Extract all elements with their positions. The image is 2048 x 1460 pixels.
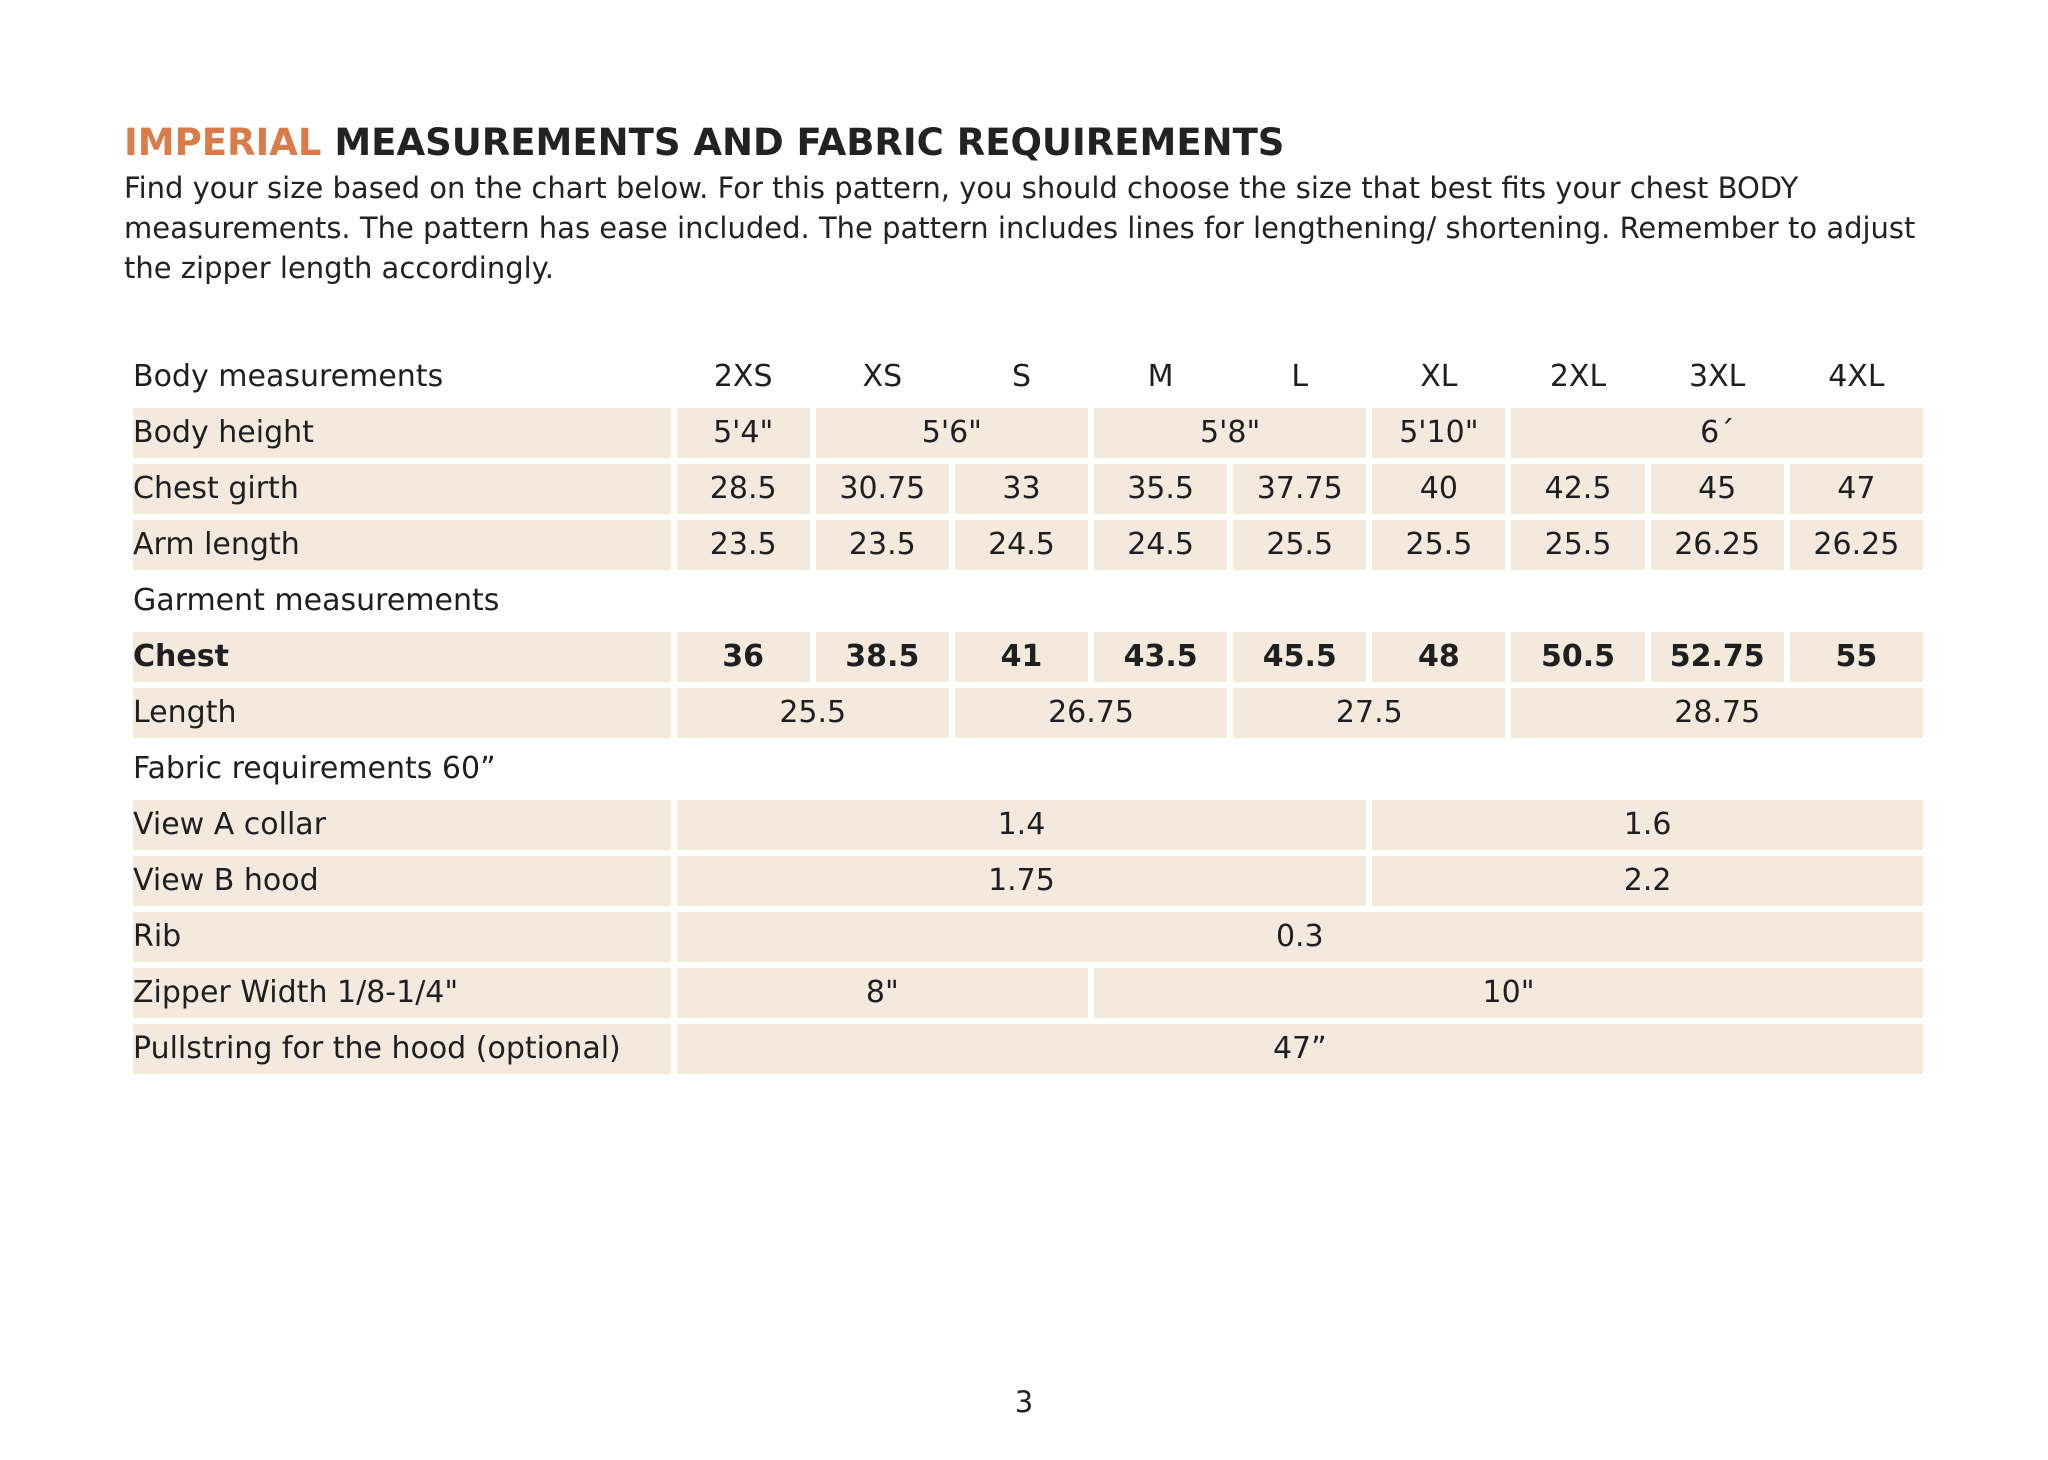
table-row xyxy=(133,520,1923,570)
table-row xyxy=(133,688,1923,738)
table-cell: 48 xyxy=(1372,632,1505,682)
table-cell: 45.5 xyxy=(1233,632,1366,682)
row-label: View B hood xyxy=(133,856,671,906)
table-cell: 35.5 xyxy=(1094,464,1227,514)
table-cell: 25.5 xyxy=(1511,520,1644,570)
table-cell: 0.3 xyxy=(677,912,1923,962)
size-header-2xs: 2XS xyxy=(713,359,773,394)
size-header-3xl: 3XL xyxy=(1688,359,1746,394)
row-label: Body height xyxy=(133,408,671,458)
table-cell: 25.5 xyxy=(677,688,949,738)
size-header-2xl: 2XL xyxy=(1549,359,1607,394)
size-header-l: L xyxy=(1291,359,1309,394)
garment-measurements-heading-row xyxy=(133,576,1923,626)
body-measurements-heading: Body measurements xyxy=(133,359,444,394)
row-label: Arm length xyxy=(133,520,671,570)
garment-measurements-heading: Garment measurements xyxy=(133,583,500,618)
table-cell: 37.75 xyxy=(1233,464,1366,514)
table-cell: 26.25 xyxy=(1651,520,1784,570)
table-cell: 10" xyxy=(1094,968,1923,1018)
row-label: View A collar xyxy=(133,800,671,850)
size-header-row xyxy=(133,352,1923,402)
table-row xyxy=(133,912,1923,962)
table-cell: 5'6" xyxy=(816,408,1088,458)
table-cell: 40 xyxy=(1372,464,1505,514)
fabric-requirements-heading-row xyxy=(133,744,1923,794)
size-chart-body xyxy=(133,352,1923,1074)
table-cell: 6´ xyxy=(1511,408,1923,458)
table-cell: 24.5 xyxy=(1094,520,1227,570)
section-spacer xyxy=(677,744,1923,794)
row-label: Zipper Width 1/8-1/4" xyxy=(133,968,671,1018)
table-row xyxy=(133,464,1923,514)
table-cell: 45 xyxy=(1651,464,1784,514)
table-cell: 30.75 xyxy=(816,464,949,514)
table-cell: 28.75 xyxy=(1511,688,1923,738)
row-label: Rib xyxy=(133,912,671,962)
table-cell: 28.5 xyxy=(677,464,810,514)
table-row xyxy=(133,408,1923,458)
table-cell: 2.2 xyxy=(1372,856,1923,906)
table-row xyxy=(133,632,1923,682)
table-row xyxy=(133,856,1923,906)
row-label: Chest xyxy=(133,632,671,682)
title-text: MEASUREMENTS AND FABRIC REQUIREMENTS xyxy=(334,121,1285,164)
table-row xyxy=(133,800,1923,850)
size-header-4xl: 4XL xyxy=(1828,359,1885,394)
table-cell: 41 xyxy=(955,632,1088,682)
table-cell: 47 xyxy=(1790,464,1923,514)
row-label: Pullstring for the hood (optional) xyxy=(133,1024,671,1074)
table-cell: 26.25 xyxy=(1790,520,1923,570)
table-cell: 5'10" xyxy=(1372,408,1505,458)
table-cell: 27.5 xyxy=(1233,688,1505,738)
table-cell: 5'4" xyxy=(677,408,810,458)
table-cell: 25.5 xyxy=(1233,520,1366,570)
table-row xyxy=(133,968,1923,1018)
title-accent: IMPERIAL xyxy=(124,121,322,164)
table-cell: 23.5 xyxy=(677,520,810,570)
table-cell: 38.5 xyxy=(816,632,949,682)
table-cell: 52.75 xyxy=(1651,632,1784,682)
section-spacer xyxy=(677,576,1923,626)
table-cell: 1.75 xyxy=(677,856,1367,906)
table-cell: 23.5 xyxy=(816,520,949,570)
table-cell: 5'8" xyxy=(1094,408,1366,458)
row-label: Chest girth xyxy=(133,464,671,514)
size-header-s: S xyxy=(1011,359,1031,394)
table-cell: 33 xyxy=(955,464,1088,514)
size-chart-table xyxy=(127,346,1929,1080)
table-cell: 25.5 xyxy=(1372,520,1505,570)
size-header-m: M xyxy=(1147,359,1174,394)
table-cell: 43.5 xyxy=(1094,632,1227,682)
table-cell: 42.5 xyxy=(1511,464,1644,514)
page-number: 3 xyxy=(1014,1385,1034,1419)
table-cell: 24.5 xyxy=(955,520,1088,570)
size-header-xs: XS xyxy=(862,359,903,394)
table-cell: 55 xyxy=(1790,632,1923,682)
table-cell: 50.5 xyxy=(1511,632,1644,682)
table-cell: 26.75 xyxy=(955,688,1227,738)
table-cell: 1.6 xyxy=(1372,800,1923,850)
table-cell: 47” xyxy=(677,1024,1923,1074)
size-header-xl: XL xyxy=(1420,359,1458,394)
fabric-requirements-heading: Fabric requirements 60” xyxy=(133,751,496,786)
intro-paragraph: Find your size based on the chart below. For this pattern, you should choose the size that best fits your chest BODY measurements. The pattern has ease included. The pattern includes lines for lengthening/ shortening. Remember to adjust the zipper length accordingly. xyxy=(124,171,1916,285)
table-cell: 8" xyxy=(677,968,1088,1018)
table-row xyxy=(133,1024,1923,1074)
table-cell: 1.4 xyxy=(677,800,1367,850)
row-label: Length xyxy=(133,688,671,738)
page-title xyxy=(124,118,1284,168)
table-cell: 36 xyxy=(677,632,810,682)
